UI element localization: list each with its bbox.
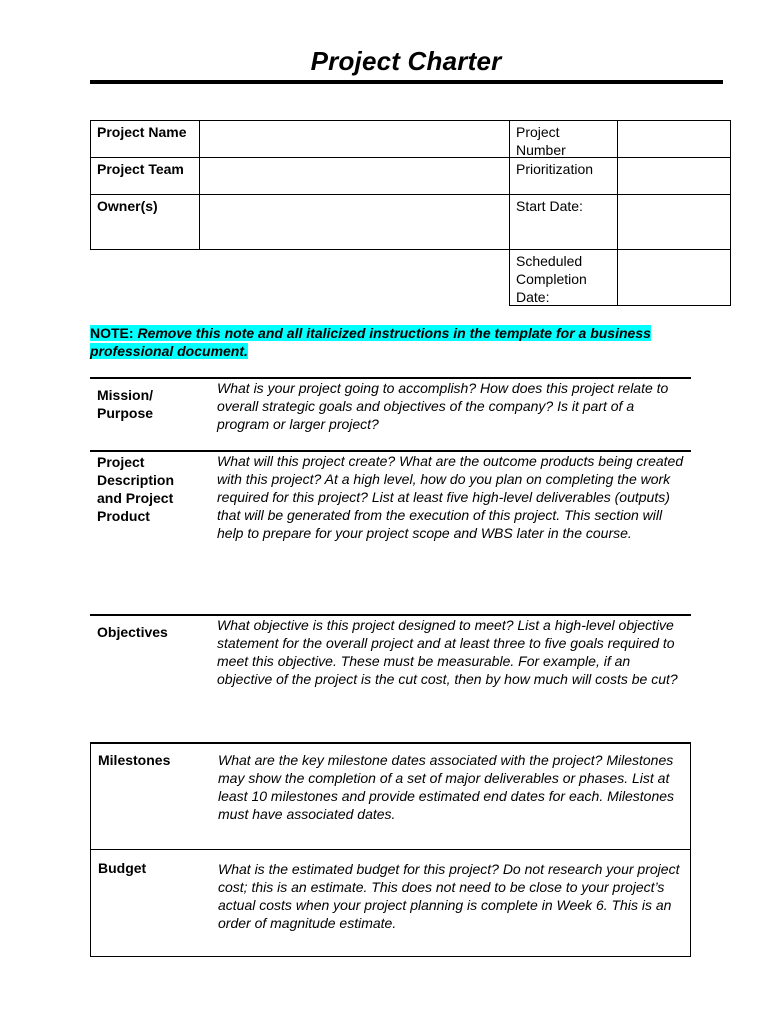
prioritization-field[interactable] (617, 157, 731, 195)
note-prefix: NOTE: (90, 325, 134, 341)
scheduled-completion-label: Scheduled Completion Date: (509, 249, 618, 306)
description-label: Project Description and Project Product (97, 454, 175, 524)
page-title: Project Charter (310, 46, 502, 76)
project-number-field[interactable] (617, 120, 731, 158)
start-date-label: Start Date: (509, 194, 618, 250)
budget-label: Budget (98, 860, 147, 876)
owners-field[interactable] (199, 194, 510, 250)
scheduled-completion-field[interactable] (617, 249, 731, 306)
template-note (90, 324, 710, 360)
objectives-section (90, 614, 691, 724)
project-name-field[interactable] (199, 120, 510, 158)
objectives-label: Objectives (97, 624, 168, 640)
prioritization-label: Prioritization (509, 157, 618, 195)
project-team-label: Project Team (90, 157, 200, 195)
title-rule (90, 80, 723, 84)
mission-label: Mission/ Purpose (97, 387, 154, 421)
project-info-table (90, 120, 731, 306)
milestones-text: What are the key milestone dates associated with the project? Milestones may show the completion of a set of major deliverables or phases. List at least 10 milestones and provide estimated end dates for each. Milestones must have associated dates. (218, 752, 675, 822)
budget-section (90, 849, 691, 957)
project-number-label: Project Number (509, 120, 618, 158)
start-date-field[interactable] (617, 194, 731, 250)
budget-text: What is the estimated budget for this project? Do not research your project cost; this is an estimate. This does not need to be close to your project’s actual costs when your project planning is complete in Week 6. This is an order of magnitude estimate. (218, 861, 680, 931)
description-text: What will this project create? What are the outcome products being created with this project? At a high level, how do you plan on completing the work required for this project? List at least five high-level deliverables (outputs) that will be generated from the execution of this project. This section will help to prepare for your project scope and WBS later in the course. (217, 453, 684, 541)
milestones-section (90, 742, 691, 850)
owners-label: Owner(s) (90, 194, 200, 250)
section-rule (91, 742, 690, 744)
mission-text: What is your project going to accomplish? How does this project relate to overall strategic goals and objectives of the company? Is it part of a program or larger project? (217, 380, 669, 432)
milestones-label: Milestones (98, 752, 171, 768)
description-section (90, 450, 691, 610)
project-name-label: Project Name (90, 120, 200, 158)
project-team-field[interactable] (199, 157, 510, 195)
mission-section (90, 377, 691, 441)
objectives-text: What objective is this project designed to meet? List a high-level objective statement for the overall project and at least three to five goals required to meet this objective. These must be measurable. For example, if an objective of the project is the cut cost, then by how much will costs be cut? (217, 617, 678, 687)
note-text: Remove this note and all italicized instructions in the template for a business professional document. (90, 325, 651, 359)
